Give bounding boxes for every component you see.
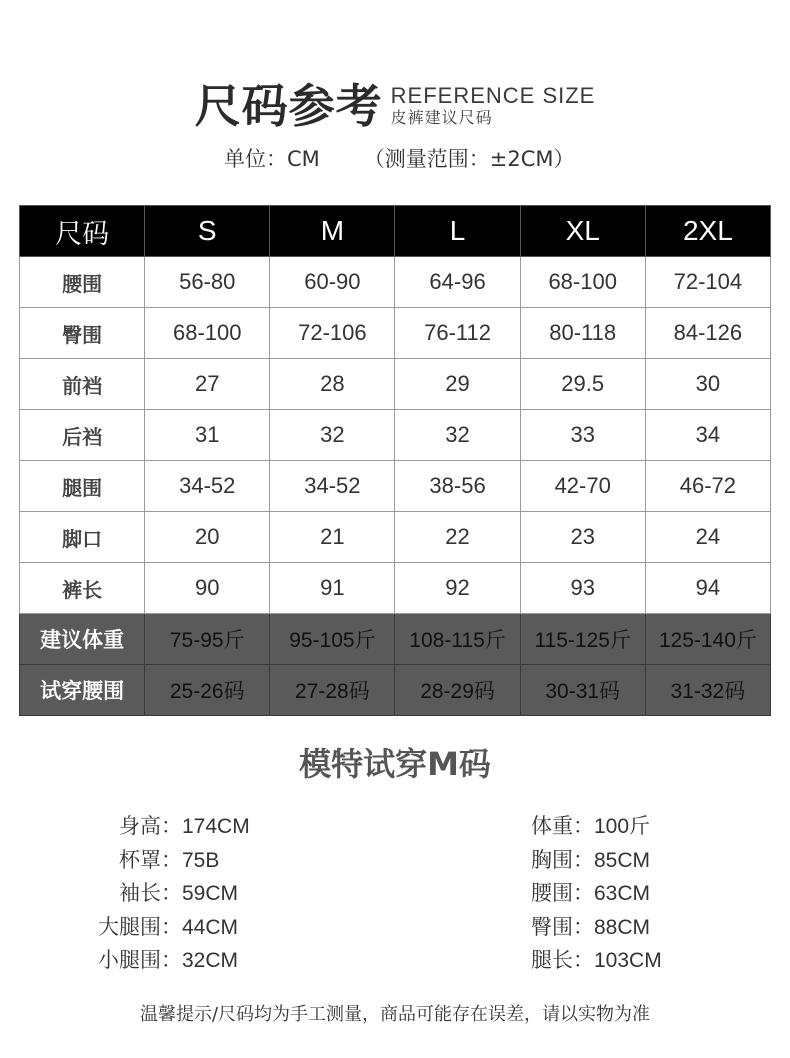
model-stat — [522, 877, 762, 911]
table-cell: 28 — [270, 359, 395, 410]
table-row — [20, 359, 771, 410]
table-cell: 68-100 — [145, 308, 270, 359]
table-cell: 29.5 — [520, 359, 645, 410]
table-cell: 90 — [145, 563, 270, 614]
table-cell: 108-115斤 — [395, 614, 520, 665]
stat-value: 100斤 — [594, 815, 651, 838]
table-cell: 31 — [145, 410, 270, 461]
stat-label: 腿长： — [531, 948, 594, 972]
stat-value: 75B — [182, 848, 220, 872]
header-cell-size: S — [145, 206, 270, 257]
table-cell: 30-31码 — [520, 665, 645, 716]
stat-value: 32CM — [182, 949, 239, 972]
stat-label: 胸围： — [531, 847, 594, 872]
table-cell: 95-105斤 — [270, 614, 395, 665]
table-row — [20, 257, 771, 308]
table-row — [20, 461, 771, 512]
model-stats-right — [522, 810, 762, 978]
table-cell: 31-32码 — [645, 665, 770, 716]
model-stat — [522, 911, 762, 945]
table-cell: 28-29码 — [395, 665, 520, 716]
size-table-header-row — [20, 206, 771, 257]
model-stats-left — [86, 810, 346, 978]
table-cell: 115-125斤 — [520, 614, 645, 665]
tolerance-label: （测量范围：±2CM） — [363, 147, 575, 171]
table-cell: 27 — [145, 359, 270, 410]
stat-label: 小腿围： — [98, 948, 182, 972]
model-stat — [86, 944, 346, 978]
header-cell-size: XL — [520, 206, 645, 257]
table-cell: 42-70 — [520, 461, 645, 512]
table-cell: 75-95斤 — [145, 614, 270, 665]
stat-label: 杯罩： — [119, 847, 182, 872]
row-label: 脚口 — [20, 512, 145, 563]
table-row — [20, 410, 771, 461]
row-label: 腰围 — [20, 257, 145, 308]
stat-label: 臀围： — [531, 914, 594, 939]
table-cell: 72-104 — [645, 257, 770, 308]
table-cell: 91 — [270, 563, 395, 614]
table-cell: 76-112 — [395, 308, 520, 359]
page-subtitle: 皮裤建议尺码 — [390, 108, 493, 127]
table-cell: 22 — [395, 512, 520, 563]
table-cell: 32 — [395, 410, 520, 461]
table-cell: 34-52 — [270, 461, 395, 512]
model-stat — [86, 810, 346, 844]
model-stat — [86, 844, 346, 878]
table-cell: 27-28码 — [270, 665, 395, 716]
title-block — [0, 78, 790, 134]
stat-value: 174CM — [182, 815, 250, 838]
stat-label: 体重： — [531, 814, 594, 838]
table-cell: 80-118 — [520, 308, 645, 359]
table-row — [20, 512, 771, 563]
table-cell: 34-52 — [145, 461, 270, 512]
page-title: 尺码参考 — [194, 79, 383, 133]
header-cell-size: L — [395, 206, 520, 257]
row-label: 臀围 — [20, 308, 145, 359]
model-stat — [86, 877, 346, 911]
row-label: 建议体重 — [20, 614, 145, 665]
row-label: 试穿腰围 — [20, 665, 145, 716]
stat-label: 大腿围： — [98, 914, 182, 939]
row-label: 裤长 — [20, 563, 145, 614]
table-cell: 92 — [395, 563, 520, 614]
stat-value: 63CM — [594, 882, 651, 905]
table-cell: 32 — [270, 410, 395, 461]
stat-value: 59CM — [182, 882, 239, 905]
unit-line — [224, 144, 575, 174]
recommend-row — [20, 665, 771, 716]
model-stat — [86, 911, 346, 945]
unit-label: 单位：CM — [224, 147, 320, 171]
row-label: 后裆 — [20, 410, 145, 461]
model-stat — [522, 810, 762, 844]
row-label: 腿围 — [20, 461, 145, 512]
header-cell-size: M — [270, 206, 395, 257]
model-stat — [522, 944, 762, 978]
header-cell-size-label: 尺码 — [20, 206, 145, 257]
table-cell: 24 — [645, 512, 770, 563]
table-cell: 125-140斤 — [645, 614, 770, 665]
row-label: 前裆 — [20, 359, 145, 410]
table-cell: 29 — [395, 359, 520, 410]
stat-label: 袖长： — [119, 881, 182, 905]
table-cell: 94 — [645, 563, 770, 614]
stat-value: 85CM — [594, 848, 651, 872]
stat-label: 腰围： — [531, 881, 594, 905]
stat-value: 44CM — [182, 915, 239, 939]
table-cell: 68-100 — [520, 257, 645, 308]
table-row — [20, 563, 771, 614]
table-cell: 72-106 — [270, 308, 395, 359]
table-cell: 25-26码 — [145, 665, 270, 716]
title-side — [391, 84, 596, 128]
table-row — [20, 308, 771, 359]
table-cell: 84-126 — [645, 308, 770, 359]
table-cell: 30 — [645, 359, 770, 410]
table-cell: 60-90 — [270, 257, 395, 308]
size-table — [19, 205, 771, 716]
table-cell: 56-80 — [145, 257, 270, 308]
table-cell: 38-56 — [395, 461, 520, 512]
stat-value: 103CM — [594, 949, 662, 972]
table-cell: 34 — [645, 410, 770, 461]
footer-note: 温馨提示/尺码均为手工测量，商品可能存在误差，请以实物为准 — [139, 1004, 651, 1025]
stat-label: 身高： — [119, 814, 182, 838]
title-english: REFERENCE SIZE — [390, 83, 596, 108]
table-cell: 33 — [520, 410, 645, 461]
table-cell: 93 — [520, 563, 645, 614]
model-title: 模特试穿M码 — [299, 745, 491, 783]
table-cell: 64-96 — [395, 257, 520, 308]
table-cell: 21 — [270, 512, 395, 563]
table-cell: 23 — [520, 512, 645, 563]
recommend-row — [20, 614, 771, 665]
model-stat — [522, 844, 762, 878]
header-cell-size: 2XL — [645, 206, 770, 257]
table-cell: 46-72 — [645, 461, 770, 512]
table-cell: 20 — [145, 512, 270, 563]
stat-value: 88CM — [594, 915, 651, 939]
